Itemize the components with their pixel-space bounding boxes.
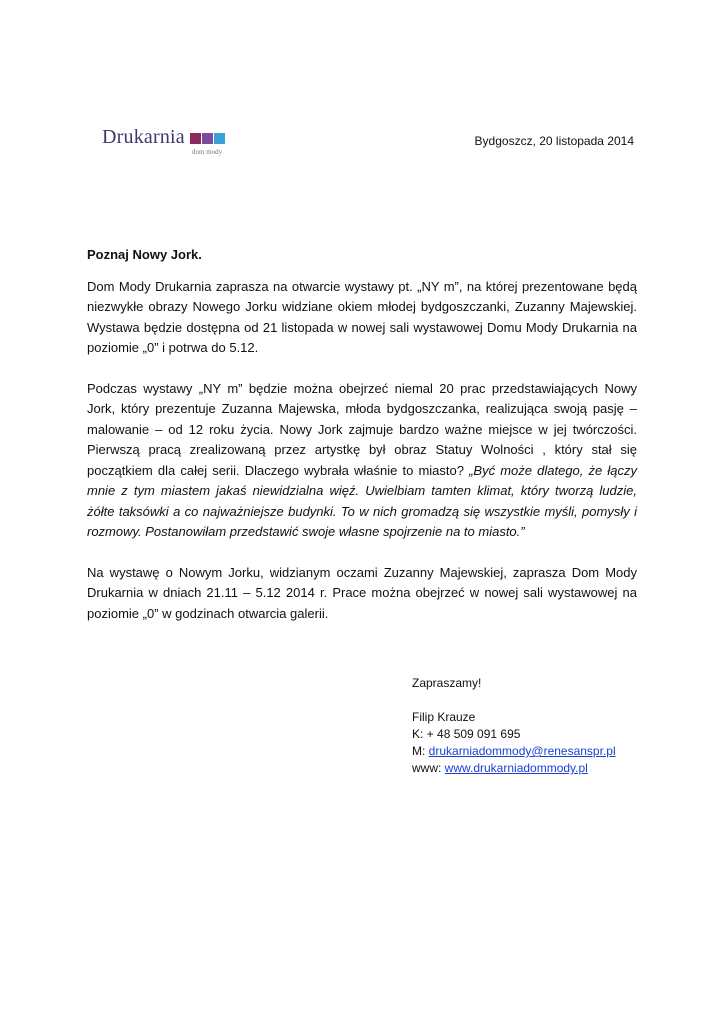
logo-square-icon (214, 133, 225, 144)
contact-name: Filip Krauze (412, 710, 476, 724)
logo-square-icon (190, 133, 201, 144)
logo-squares (190, 133, 225, 144)
artist-quote: „Być może dlatego, że łączy mnie z tym miastem jakaś niewidzialna więź. Uwielbiam tamten klimat, który tworzą ludzie, żółte taksówki a co najważniejsze budynki. To w nich gromadzą się wszystkie myśli, pomysły i rozmowy. Postanowiłam przedstawić swoje własne spojrzenie na to miasto.” (87, 462, 637, 539)
website-label: www: (412, 761, 445, 775)
contact-website-line (412, 760, 616, 777)
contact-phone: K: + 48 509 091 695 (412, 727, 521, 741)
paragraph-2-text: Podczas wystawy „NY m” będzie można obejrzeć niemal 20 prac przedstawiających Nowy Jork, który prezentuje Zuzanna Majewska, młoda bydgoszczanka, realizująca swoją pasję – malowanie – od 12 roku życia. Nowy Jork zajmuje bardzo ważne miejsce w jej twórczości. Pierwszą pracą zrealizowaną przez artystkę był obraz Statuy Wolności , który stał się początkiem dla całej serii. Dlaczego wybrała właśnie to miasto? (87, 380, 637, 478)
paragraph-3: Na wystawę o Nowym Jorku, widzianym oczami Zuzanny Majewskiej, zaprasza Dom Mody Drukarnia w dniach 21.11 – 5.12 2014 r. Prace można obejrzeć w nowej sali wystawowej na poziomie „0” w godzinach otwarcia galerii. (87, 564, 637, 621)
paragraph-1: Dom Mody Drukarnia zaprasza na otwarcie wystawy pt. „NY m”, na której prezentowane będą niezwykłe obrazy Nowego Jorku widziane okiem młodej bydgoszczanki, Zuzanny Majewskiej. Wystawa będzie dostępna od 21 listopada w nowej sali wystawowej Domu Mody Drukarnia na poziomie „0” i potrwa do 5.12. (87, 278, 637, 355)
logo-subtitle: dom mody (192, 148, 223, 156)
closing-greeting: Zapraszamy! (412, 676, 482, 690)
date-line: Bydgoszcz, 20 listopada 2014 (474, 134, 634, 148)
letter-body (87, 245, 637, 644)
email-label: M: (412, 744, 429, 758)
paragraph-2 (87, 379, 637, 543)
website-link[interactable]: www.drukarniadommody.pl (444, 761, 588, 775)
company-logo (102, 126, 242, 166)
logo-square-icon (202, 133, 213, 144)
closing-signature (412, 675, 616, 777)
email-link[interactable]: drukarniadommody@renesanspr.pl (428, 744, 616, 758)
logo-wordmark: Drukarnia (102, 126, 185, 148)
letter-title: Poznaj Nowy Jork. (87, 247, 202, 262)
contact-email-line (412, 743, 616, 760)
spacer (412, 692, 616, 709)
